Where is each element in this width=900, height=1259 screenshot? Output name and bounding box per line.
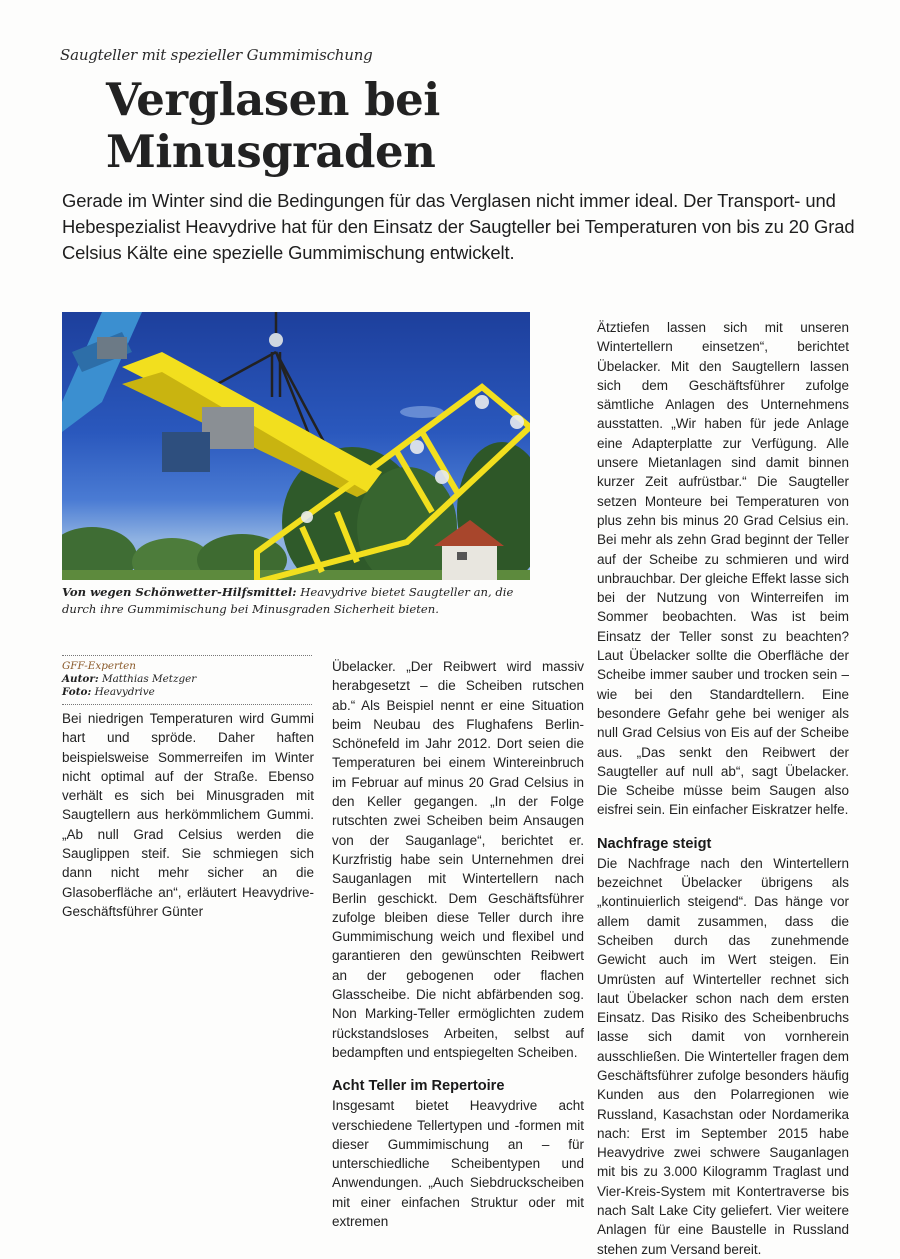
- paragraph: Übelacker. „Der Reibwert wird massiv herabgesetzt – die Scheiben rutschen ab.“ Als Beispiel nennt er eine Situation beim Neubau des Flughafens Berlin-Schönefeld im Jahr 2012. Dort seien die Temperaturen bei einem Wintereinbruch im Februar auf minus 20 Grad Celsius in den Keller gegangen. „In der Folge rutschten zwei Scheiben beim Ansaugen von der Sauganlage“, berichtet er. Kurzfristig habe sein Unternehmen drei Sauganlagen mit Wintertellern nach Berlin geschickt. Dem Geschäftsführer zufolge bleiben diese Teller durch ihre Gummimischung weich und flexibel und garantieren den gewünschten Reibwert an der gebogenen oder flachen Glasscheibe. Die nicht abfärbenden sog. Non Marking-Teller ermöglichten zudem rückstandsloses Arbeiten, selbst auf bedampften und entspiegelten Scheiben.: [332, 659, 584, 1060]
- author-name: Matthias Metzger: [98, 673, 197, 685]
- paragraph: Bei niedrigen Temperaturen wird Gummi hart und spröde. Daher haften beispielsweise Sommerreifen im Winter nicht optimal auf der Straße. Ebenso verhält es sich bei Minusgraden mit Saugtellern aus herkömmlichem Gummi. „Ab null Grad Celsius werden die Sauglippen steif. Sie schmiegen sich dann nicht mehr sicher an die Glasoberfläche an“, erläutert Heavydrive-Geschäftsführer Günter: [62, 711, 314, 919]
- photo-caption: [62, 584, 532, 618]
- article-photo: [62, 312, 530, 580]
- caption-text: Heavydrive bietet Saugteller an, die durch ihre Gummimischung bei Minusgraden Sicherheit bieten.: [62, 585, 514, 616]
- credits-brand: GFF-Experten: [62, 660, 136, 672]
- cloud: [400, 406, 444, 418]
- section-heading: Acht Teller im Repertoire: [332, 1078, 505, 1095]
- article-kicker: Saugteller mit spezieller Gummimischung: [60, 46, 373, 64]
- credits-author: [62, 673, 312, 686]
- article-title: [106, 74, 440, 178]
- title-line-1: Verglasen bei: [106, 73, 440, 126]
- photo-credit: Heavydrive: [91, 686, 155, 698]
- caption-lead: Von wegen Schönwetter-Hilfsmittel:: [62, 585, 297, 599]
- author-label: Autor:: [62, 673, 99, 685]
- section-heading: Nachfrage steigt: [597, 835, 712, 852]
- paragraph: Ätztiefen lassen sich mit unseren Wintertellern einsetzen“, berichtet Übelacker. Mit den Saugtellern lassen sich dem Geschäftsführer zufolge sämtliche Anlagen des Unternehmens ausstatten. „Wir haben für jede Anlage eine Adapterplatte zur Verfügung. Alle unsere Mietanlagen sind damit binnen kurzer Zeit aufrüstbar.“ Die Saugteller setzen Monteure bei Temperaturen von plus zehn bis minus 20 Grad Celsius ein. Bei mehr als zehn Grad beginnt der Teller auf der Scheibe zu schmieren und wird unbrauchbar. Der gleiche Effekt lasse sich bei der Nutzung von Winterreifen im Sommer beobachten. Was ist beim Einsatz der Teller sonst zu beachten? Laut Übelacker sollte die Oberfläche der Scheibe immer sauber und trocken sein – wie bei den Standardtellern. Eine besondere Gefahr gehe bei weniger als null Grad Celsius von Eis auf der Scheibe aus. „Das senkt den Reibwert der Saugteller auf null ab“, sagt Übelacker. Die Scheibe müsse beim Saugen also eisfrei sein. Ein einfacher Eiskratzer helfe.: [597, 320, 849, 818]
- credits-photo: [62, 686, 312, 699]
- photo-label: Foto:: [62, 686, 92, 698]
- paragraph: Die Nachfrage nach den Wintertellern bezeichnet Übelacker übrigens als „kontinuierlich steigend“. Das hänge vor allem damit zusammen, dass die Scheiben durch das zunehmende Gewicht auch im Wert steigen. Ein Umrüsten auf Winterteller rechnet sich laut Übelacker schon nach dem ersten Einsatz. Das Risiko des Scheibenbruchs lasse sich damit von vornherein ausschließen. Die Winterteller fragen dem Geschäftsführer zufolge besonders häufig Kunden aus den Polarregionen wie Russland, Kasachstan oder Nordamerika nach: Erst im September 2015 habe Heavydrive zwei schwere Sauganlagen mit bis zu 3.000 Kilogramm Traglast und Vier-Kreis-System mit Kontertraverse bis nach Salt Lake City geliefert. Vier weitere Anlagen für eine Baustelle in Russland stehen zum Versand bereit.: [597, 855, 849, 1257]
- column-3: [597, 318, 849, 1259]
- paragraph: Insgesamt bietet Heavydrive acht verschiedene Tellertypen und -formen mit dieser Gummimischung an – für unterschiedliche Scheibentypen und Anwendungen. „Auch Siebdruckscheiben mit einer einfachen Struktur oder mit extremen: [332, 1098, 584, 1230]
- title-line-2: Minusgraden: [106, 125, 436, 178]
- crane-boom: [62, 312, 142, 432]
- column-2: [332, 657, 584, 1231]
- column-1: [62, 709, 314, 921]
- credits-box: [62, 655, 312, 705]
- hook-block: [269, 333, 283, 347]
- article-lead: Gerade im Winter sind die Bedingungen für das Verglasen nicht immer ideal. Der Transport- und Hebespezialist Heavydrive hat für den Einsatz der Saugteller bei Temperaturen von bis zu 20 Grad Celsius Kälte eine spezielle Gummimischung entwickelt.: [62, 190, 855, 263]
- pump-box: [162, 432, 210, 472]
- photo-illustration: [62, 312, 530, 580]
